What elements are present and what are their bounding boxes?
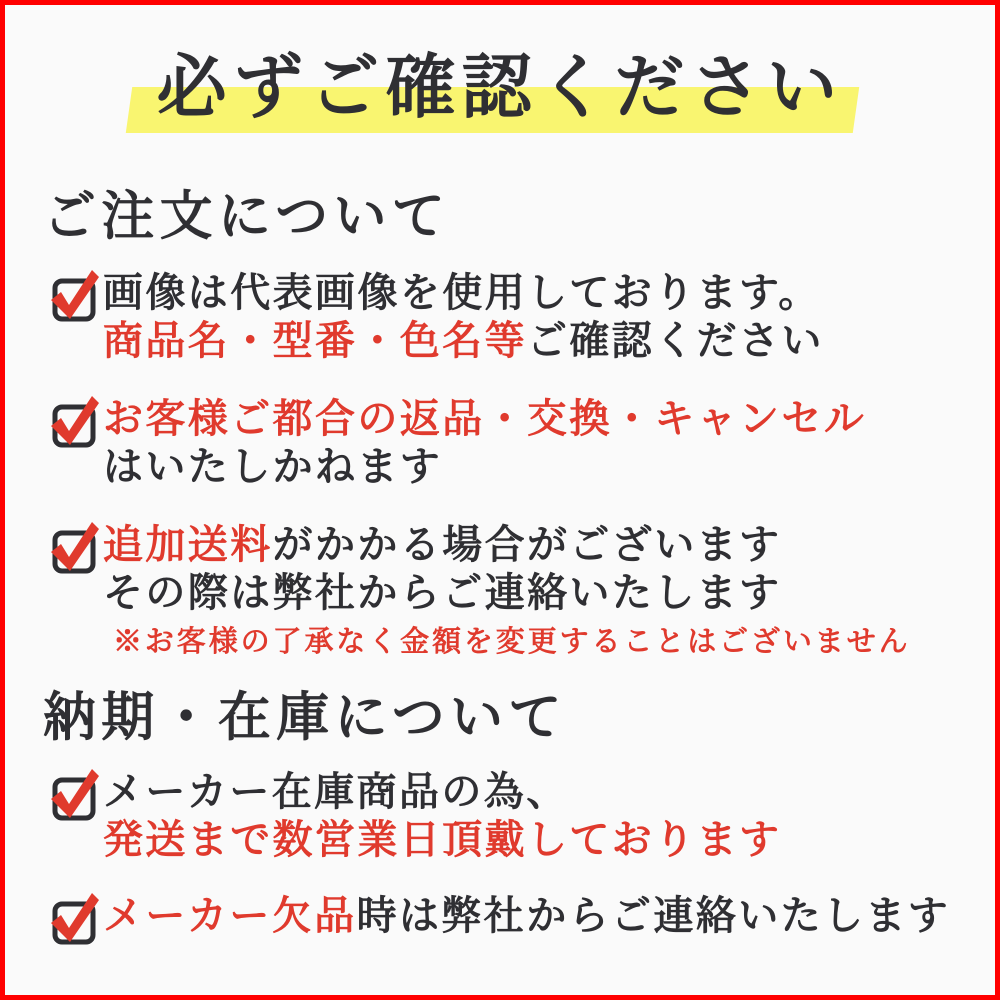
notice-item-text: [103, 892, 965, 940]
body-text: その際は弊社からご連絡いたします: [103, 568, 782, 616]
emphasis-text: お客様ご都合の返品・交換・キャンセル: [103, 394, 867, 442]
checkbox-checked-icon: [49, 888, 101, 946]
notice-item: [49, 892, 965, 946]
body-text: メーカー在庫商品の為、: [103, 767, 569, 815]
notice-item: [49, 269, 965, 365]
body-text: はいたしかねます: [103, 442, 443, 490]
notice-line: [103, 816, 965, 864]
notice-item: [49, 768, 965, 864]
emphasis-text: メーカー欠品: [103, 891, 357, 939]
body-text: ご確認ください: [527, 316, 824, 364]
notice-item-text: [103, 768, 965, 864]
notice-line: [103, 395, 965, 443]
notice-item-text: [103, 269, 965, 365]
notice-line: [103, 768, 965, 816]
emphasis-text: 追加送料: [103, 520, 273, 568]
sections-container: [5, 186, 995, 946]
checkbox-checked-icon: [49, 764, 101, 822]
checkbox-checked-icon: [49, 391, 101, 449]
section-heading: 納期・在庫について: [43, 685, 567, 748]
notice-line: [103, 443, 965, 491]
notice-item: [49, 395, 965, 491]
emphasis-text: 商品名・型番・色名等: [103, 316, 527, 364]
body-text: がかかる場合がございます: [272, 520, 782, 568]
page-title-text: 必ずご確認ください: [156, 45, 844, 128]
title-row: [5, 41, 995, 132]
body-text: 時は弊社からご連絡いたします: [356, 891, 951, 939]
fine-print-note: ※お客様の了承なく金額を変更することはございません: [113, 623, 911, 658]
notice-line: [103, 317, 965, 365]
section: [43, 186, 965, 659]
section: [43, 687, 965, 946]
notice-line: [103, 269, 965, 317]
section-heading: ご注文について: [43, 185, 451, 247]
emphasis-text: 発送まで数営業日頂戴しております: [103, 815, 782, 863]
notice-line: [103, 892, 965, 940]
notice-item-text: [103, 395, 965, 491]
notice-line: [103, 521, 965, 569]
body-text: 画像は代表画像を使用しております。: [103, 268, 821, 316]
checkbox-checked-icon: [49, 265, 101, 323]
notice-item: [49, 521, 965, 659]
notice-item-text: [103, 521, 965, 659]
notice-line: [103, 569, 965, 617]
checkbox-checked-icon: [49, 517, 101, 575]
page-title: [151, 41, 850, 132]
